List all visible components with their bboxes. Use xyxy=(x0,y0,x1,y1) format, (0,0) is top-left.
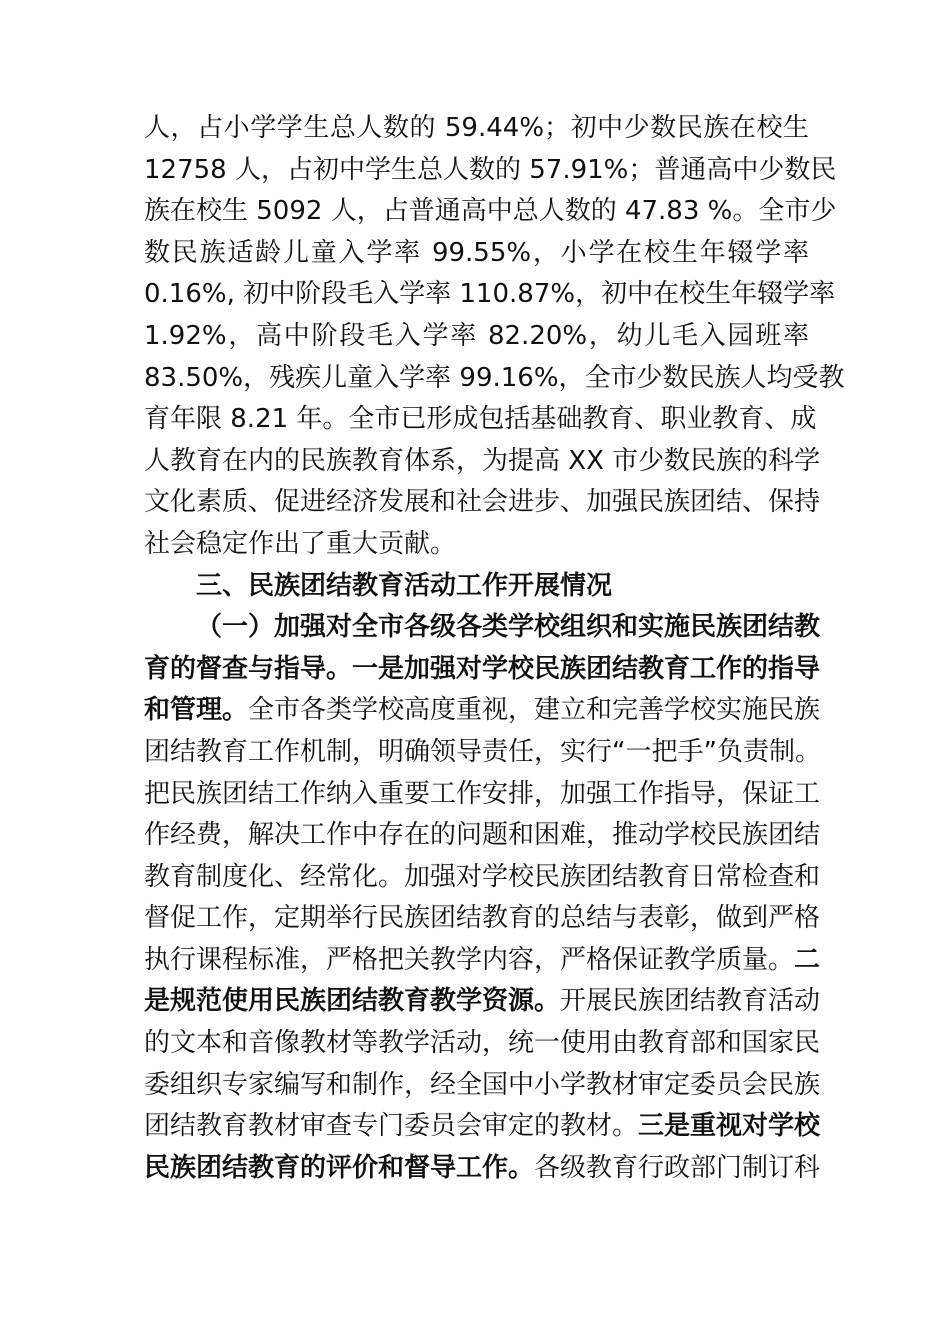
text-line: 的文本和音像教材等教学活动，统一使用由教育部和国家民 xyxy=(144,1028,821,1059)
subsection-heading-cont: 育的督查与指导。一是加强对学校民族团结教育工作的指导 xyxy=(144,653,821,684)
text-line: 社会稳定作出了重大贡献。 xyxy=(144,528,457,559)
text-line: 教育制度化、经常化。加强对学校民族团结教育日常检查和 xyxy=(144,861,821,892)
text-line: 1.92%，高中阶段毛入学率 82.20%，幼儿毛入园班率 xyxy=(144,320,809,351)
text-line: 人，占小学学生总人数的 59.44%；初中少数民族在校生 xyxy=(144,113,809,143)
text-line xyxy=(144,1148,821,1190)
bold-phrase: 二 xyxy=(794,944,821,975)
bold-phrase: 民族团结教育的评价和督导工作。 xyxy=(144,1152,535,1183)
text-line: 作经费，解决工作中存在的问题和困难，推动学校民族团结 xyxy=(144,820,821,851)
text-line xyxy=(144,1106,821,1148)
text-span: 团结教育教材审查专门委员会审定的教材。 xyxy=(144,1111,639,1142)
text-line: 文化素质、促进经济发展和社会进步、加强民族团结、保持 xyxy=(144,487,821,518)
text-span: 全市各类学校高度重视，建立和完善学校实施民族 xyxy=(248,695,821,726)
text-line: 育年限 8.21 年。全市已形成包括基础教育、职业教育、成 xyxy=(144,404,817,435)
text-line: 委组织专家编写和制作，经全国中小学教材审定委员会民族 xyxy=(144,1069,821,1100)
text-line xyxy=(144,940,821,982)
text-line: 团结教育工作机制，明确领导责任，实行“一把手”负责制。 xyxy=(144,736,821,767)
text-line: 把民族团结工作纳入重要工作安排，加强工作指导，保证工 xyxy=(144,778,821,809)
text-line: 数民族适龄儿童入学率 99.55%，小学在校生年辍学率 xyxy=(144,237,809,268)
section-heading: 三、民族团结教育活动工作开展情况 xyxy=(196,570,613,601)
text-line: 族在校生 5092 人，占普通高中总人数的 47.83 %。全市少 xyxy=(144,196,837,227)
text-line: 0.16%, 初中阶段毛入学率 110.87%，初中在校生年辍学率 xyxy=(144,279,836,310)
text-line: 12758 人，占初中学生总人数的 57.91%；普通高中少数民 xyxy=(144,154,837,185)
body-text xyxy=(144,108,845,1189)
text-line xyxy=(144,690,821,732)
text-span: 执行课程标准，严格把关教学内容，严格保证教学质量。 xyxy=(144,944,795,975)
text-line xyxy=(144,981,821,1023)
bold-phrase: 三是重视对学校 xyxy=(638,1111,821,1142)
text-span: 各级教育行政部门制订科 xyxy=(534,1152,821,1183)
text-line: 83.50%，残疾儿童入学率 99.16%，全市少数民族人均受教 xyxy=(144,362,845,393)
bold-phrase: 和管理。 xyxy=(144,695,249,726)
bold-phrase: 是规范使用民族团结教育教学资源。 xyxy=(144,986,561,1017)
text-line: 督促工作，定期举行民族团结教育的总结与表彰，做到严格 xyxy=(144,903,821,934)
subsection-heading: （一）加强对全市各级各类学校组织和实施民族团结教 xyxy=(196,612,821,643)
text-span: 开展民族团结教育活动 xyxy=(560,986,821,1017)
text-line: 人教育在内的民族教育体系，为提高 XX 市少数民族的科学 xyxy=(144,445,821,476)
